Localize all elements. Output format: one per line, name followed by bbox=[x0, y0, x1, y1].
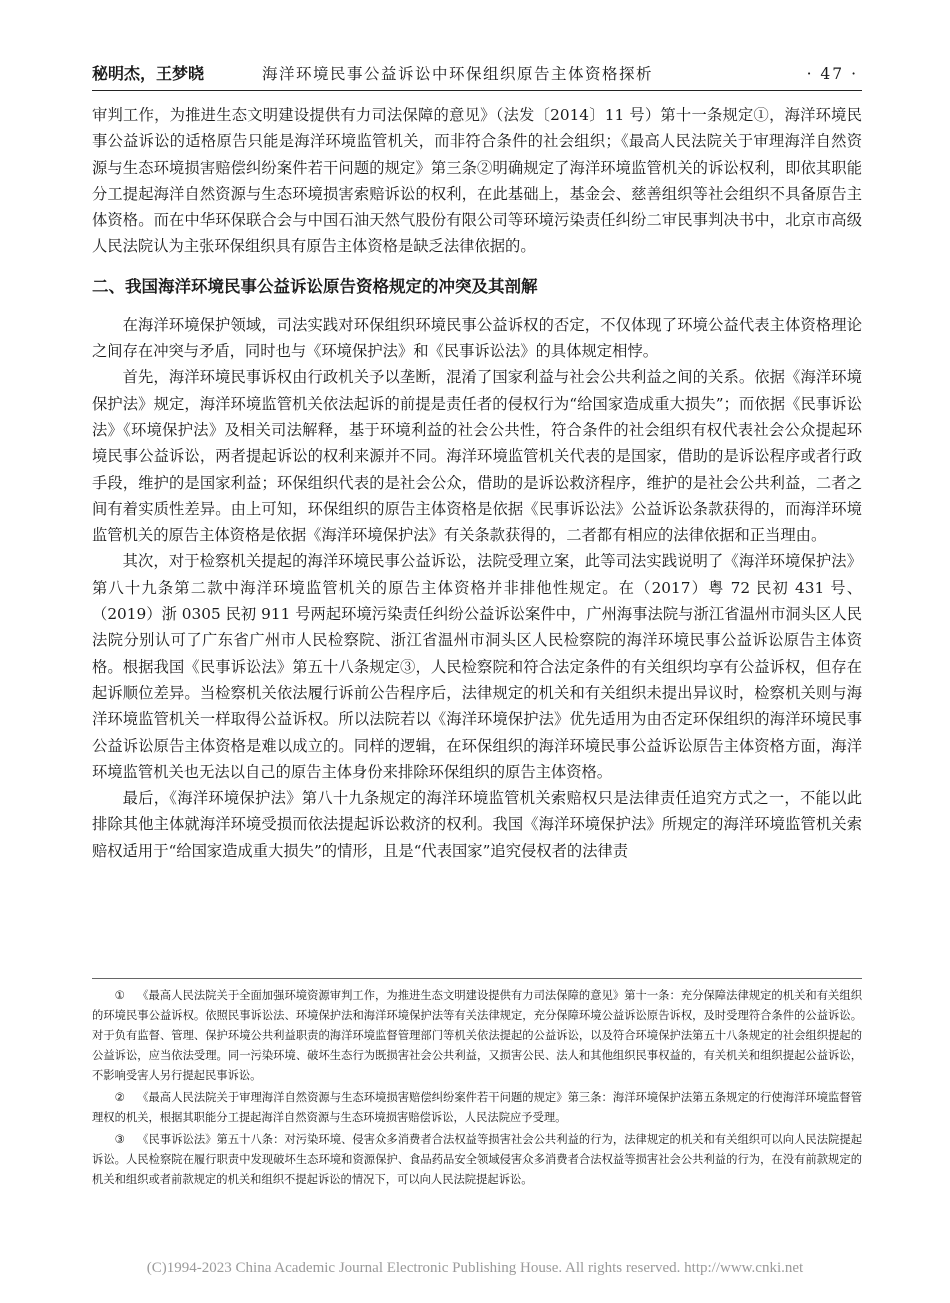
footnote-text: 《最高人民法院关于审理海洋自然资源与生态环境损害赔偿纠纷案件若干问题的规定》第三条：海洋环境保护法第五条规定的行使海洋环境监督管理权的机关，根据其职能分工提起海洋自然资源与生态环境损害赔偿诉讼，人民法院应予受理。 bbox=[92, 1091, 862, 1124]
header-rule bbox=[92, 90, 862, 91]
paragraph-3: 首先，海洋环境民事诉权由行政机关予以垄断，混淆了国家利益与社会公共利益之间的关系。依据《海洋环境保护法》规定，海洋环境监管机关依法起诉的前提是责任者的侵权行为“给国家造成重大损失”；而依据《民事诉讼法》《环境保护法》及相关司法解释，基于环境利益的社会公共性，符合条件的社会组织有权代表社会公众提起环境民事公益诉讼，两者提起诉讼的权利来源并不同。海洋环境监管机关代表的是国家，借助的是诉讼程序或者行政手段，维护的是国家利益；环保组织代表的是社会公众，借助的是诉讼救济程序，维护的是社会公共利益，二者之间有着实质性差异。由上可知，环保组织的原告主体资格是依据《民事诉讼法》公益诉讼条款获得的，而海洋环境监管机关的原告主体资格是依据《海洋环境保护法》有关条款获得的，二者都有相应的法律依据和正当理由。 bbox=[92, 368, 862, 545]
copyright-watermark: (C)1994-2023 China Academic Journal Electronic Publishing House. All rights reserved. http://www.cnki.net bbox=[146, 1260, 804, 1276]
footnote-mark: ① bbox=[114, 989, 125, 1002]
paragraph-1: 审判工作，为推进生态文明建设提供有力司法保障的意见》（法发〔2014〕11 号）第十一条规定①，海洋环境民事公益诉讼的适格原告只能是海洋环境监管机关，而非符合条件的社会组织；《最高人民法院关于审理海洋自然资源与生态环境损害赔偿纠纷案件若干问题的规定》第三条②明确规定了海洋环境监管机关的诉讼权利，即依其职能分工提起海洋自然资源与生态环境损害索赔诉讼的权利，在此基础上，基金会、慈善组织等社会组织不具备原告主体资格。而在中华环保联合会与中国石油天然气股份有限公司等环境污染责任纠纷二审民事判决书中，北京市高级人民法院认为主张环保组织具有原告主体资格是缺乏法律依据的。 bbox=[92, 106, 862, 256]
footnote-text: 《民事诉讼法》第五十八条：对污染环境、侵害众多消费者合法权益等损害社会公共利益的行为，法律规定的机关和有关组织可以向人民法院提起诉讼。人民检察院在履行职责中发现破坏生态环境和资源保护、食品药品安全领域侵害众多消费者合法权益等损害社会公共利益的行为，在没有前款规定的机关和组织或者前款规定的机关和组织不提起诉讼的情况下，可以向人民法院提起诉讼。 bbox=[92, 1133, 862, 1186]
footnote-2 bbox=[92, 1088, 862, 1128]
paragraph-2: 在海洋环境保护领域，司法实践对环保组织环境民事公益诉权的否定，不仅体现了环境公益代表主体资格理论之间存在冲突与矛盾，同时也与《环境保护法》和《民事诉讼法》的具体规定相悖。 bbox=[92, 315, 862, 361]
header-title: 海洋环境民事公益诉讼中环保组织原告主体资格探析 bbox=[262, 65, 654, 83]
footnote-3 bbox=[92, 1130, 862, 1190]
page-number: · 47 · bbox=[806, 65, 858, 83]
main-text bbox=[92, 102, 862, 864]
paragraph-5: 最后，《海洋环境保护法》第八十九条规定的海洋环境监管机关索赔权只是法律责任追究方式之一，不能以此排除其他主体就海洋环境受损而依法提起诉讼救济的权利。我国《海洋环境保护法》所规定的海洋环境监管机关索赔权适用于“给国家造成重大损失”的情形，且是“代表国家”追究侵权者的法律责 bbox=[92, 789, 862, 860]
section-heading: 二、我国海洋环境民事公益诉讼原告资格规定的冲突及其剖解 bbox=[92, 276, 538, 296]
running-header bbox=[92, 62, 862, 86]
header-authors: 秘明杰，王梦晓 bbox=[92, 64, 205, 83]
footnote-rule bbox=[92, 978, 862, 979]
footnote-mark: ③ bbox=[114, 1133, 125, 1146]
footnote-1 bbox=[92, 986, 862, 1086]
footnote-mark: ② bbox=[114, 1091, 125, 1104]
footnotes bbox=[92, 986, 862, 1192]
paragraph-4: 其次，对于检察机关提起的海洋环境民事公益诉讼，法院受理立案，此等司法实践说明了《海洋环境保护法》第八十九条第二款中海洋环境监管机关的原告主体资格并非排他性规定。在（2017）粤 72 民初 431 号、（2019）浙 0305 民初 911 号两起环境污染责任纠纷公益诉讼案件中，广州海事法院与浙江省温州市洞头区人民法院分别认可了广东省广州市人民检察院、浙江省温州市洞头区人民检察院的海洋环境民事公益诉讼原告主体资格。根据我国《民事诉讼法》第五十八条规定③，人民检察院和符合法定条件的有关组织均享有公益诉权，但存在起诉顺位差异。当检察机关依法履行诉前公告程序后，法律规定的机关和有关组织未提出异议时，检察机关则与海洋环境监管机关一样取得公益诉权。所以法院若以《海洋环境保护法》优先适用为由否定环保组织的海洋环境民事公益诉讼原告主体资格是难以成立的。同样的逻辑，在环保组织的海洋环境民事公益诉讼原告主体资格方面，海洋环境监管机关也无法以自己的原告主体身份来排除环保组织的原告主体资格。 bbox=[92, 552, 862, 781]
footnote-text: 《最高人民法院关于全面加强环境资源审判工作，为推进生态文明建设提供有力司法保障的意见》第十一条：充分保障法律规定的机关和有关组织的环境民事公益诉权。依照民事诉讼法、环境保护法和海洋环境保护法等有关法律规定，充分保障环境公益诉讼原告诉权，及时受理符合条件的公益诉讼。对于负有监督、管理、保护环境公共利益职责的海洋环境监督管理部门等机关依法提起的公益诉讼，以及符合环境保护法第五十八条规定的社会组织提起的公益诉讼，应当依法受理。同一污染环境、破坏生态行为既损害社会公共利益，又损害公民、法人和其他组织民事权益的，有关机关和组织提起公益诉讼，不影响受害人另行提起民事诉讼。 bbox=[92, 989, 862, 1082]
